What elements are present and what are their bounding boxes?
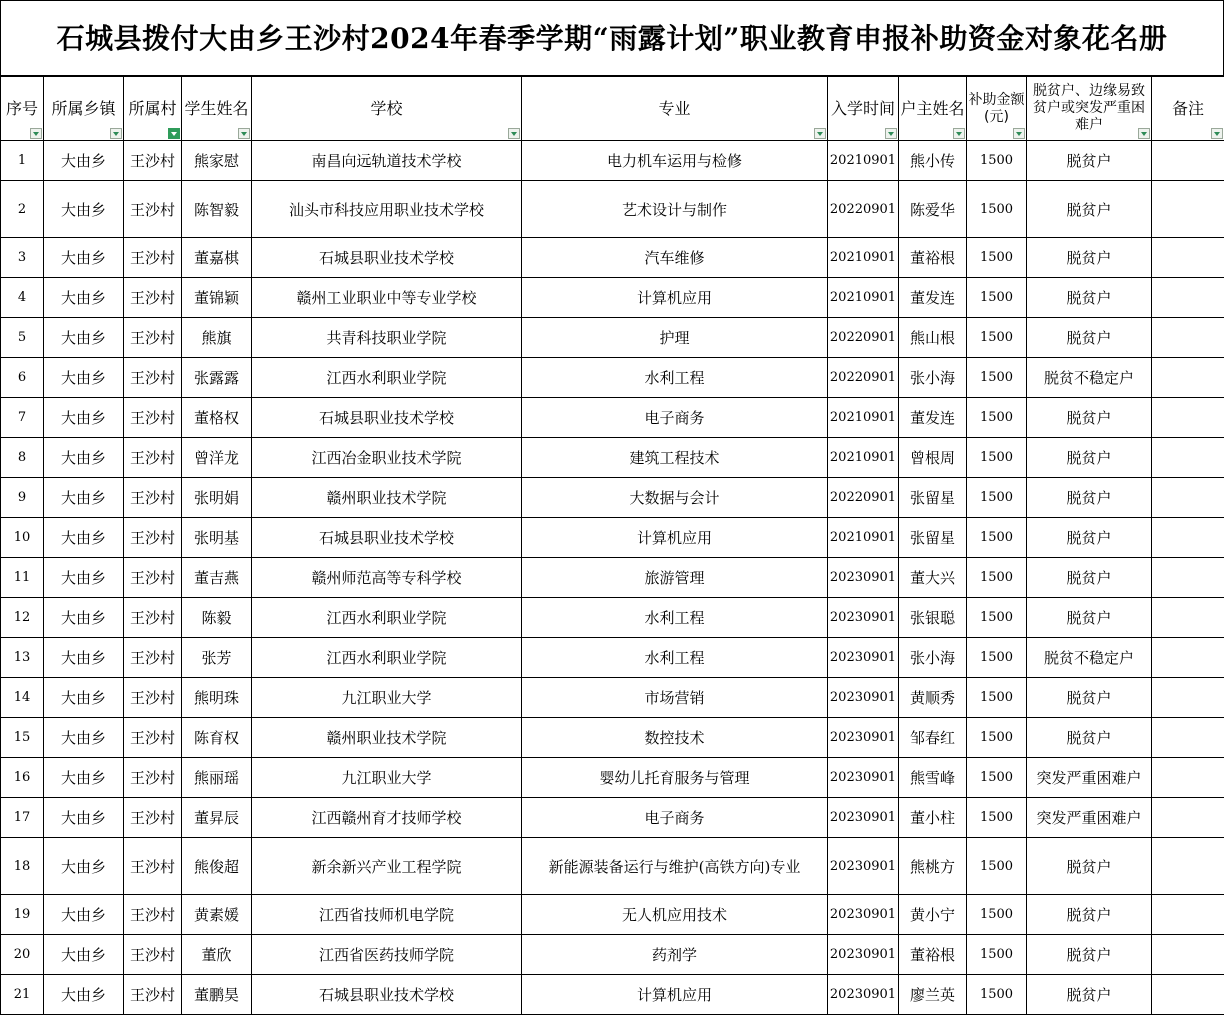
cell-remarks[interactable]: [1152, 638, 1224, 678]
cell-household-type[interactable]: 脱贫户: [1027, 278, 1152, 318]
cell-enroll-date[interactable]: 20210901: [828, 238, 899, 278]
cell-index[interactable]: 19: [1, 895, 44, 935]
page-title: 石城县拨付大由乡王沙村2024年春季学期“雨露计划”职业教育申报补助资金对象花名册: [0, 0, 1224, 76]
filter-active-icon[interactable]: [168, 128, 180, 139]
table-row: [1, 678, 1224, 718]
cell-student-name[interactable]: 曾洋龙: [182, 438, 252, 478]
cell-subsidy[interactable]: 1500: [967, 238, 1027, 278]
cell-subsidy[interactable]: 1500: [967, 398, 1027, 438]
cell-remarks[interactable]: [1152, 798, 1224, 838]
cell-index[interactable]: 7: [1, 398, 44, 438]
cell-householder[interactable]: 董发连: [899, 398, 967, 438]
cell-township[interactable]: 大由乡: [44, 975, 124, 1015]
cell-school[interactable]: 共青科技职业学院: [252, 318, 522, 358]
cell-householder[interactable]: 廖兰英: [899, 975, 967, 1015]
cell-remarks[interactable]: [1152, 358, 1224, 398]
cell-enroll-date[interactable]: 20230901: [828, 758, 899, 798]
cell-township[interactable]: 大由乡: [44, 238, 124, 278]
cell-remarks[interactable]: [1152, 278, 1224, 318]
cell-major[interactable]: 数控技术: [522, 718, 828, 758]
filter-dropdown-icon[interactable]: [238, 128, 250, 139]
cell-household-type[interactable]: 脱贫户: [1027, 558, 1152, 598]
cell-school[interactable]: 石城县职业技术学校: [252, 398, 522, 438]
cell-student-name[interactable]: 董嘉棋: [182, 238, 252, 278]
cell-major[interactable]: 药剂学: [522, 935, 828, 975]
cell-remarks[interactable]: [1152, 975, 1224, 1015]
cell-township[interactable]: 大由乡: [44, 141, 124, 181]
filter-dropdown-icon[interactable]: [885, 128, 897, 139]
cell-school[interactable]: 江西冶金职业技术学院: [252, 438, 522, 478]
cell-student-name[interactable]: 董鹏昊: [182, 975, 252, 1015]
cell-school[interactable]: 九江职业大学: [252, 758, 522, 798]
cell-major[interactable]: 旅游管理: [522, 558, 828, 598]
cell-school[interactable]: 石城县职业技术学校: [252, 518, 522, 558]
cell-subsidy[interactable]: 1500: [967, 278, 1027, 318]
cell-township[interactable]: 大由乡: [44, 798, 124, 838]
cell-school[interactable]: 江西省技师机电学院: [252, 895, 522, 935]
filter-dropdown-icon[interactable]: [30, 128, 42, 139]
cell-student-name[interactable]: 张明基: [182, 518, 252, 558]
cell-remarks[interactable]: [1152, 718, 1224, 758]
cell-index[interactable]: 4: [1, 278, 44, 318]
cell-index[interactable]: 5: [1, 318, 44, 358]
cell-index[interactable]: 21: [1, 975, 44, 1015]
cell-major[interactable]: 护理: [522, 318, 828, 358]
cell-remarks[interactable]: [1152, 518, 1224, 558]
cell-major[interactable]: 电力机车运用与检修: [522, 141, 828, 181]
header-school: 学校: [252, 77, 522, 141]
cell-village[interactable]: 王沙村: [124, 398, 182, 438]
cell-subsidy[interactable]: 1500: [967, 318, 1027, 358]
cell-household-type[interactable]: 脱贫户: [1027, 518, 1152, 558]
cell-index[interactable]: 18: [1, 838, 44, 895]
cell-subsidy[interactable]: 1500: [967, 638, 1027, 678]
cell-village[interactable]: 王沙村: [124, 935, 182, 975]
header-enroll-date: 入学时间: [828, 77, 899, 141]
cell-school[interactable]: 赣州职业技术学院: [252, 478, 522, 518]
cell-householder[interactable]: 张小海: [899, 358, 967, 398]
cell-village[interactable]: 王沙村: [124, 895, 182, 935]
cell-school[interactable]: 赣州职业技术学院: [252, 718, 522, 758]
cell-township[interactable]: 大由乡: [44, 895, 124, 935]
cell-householder[interactable]: 黄顺秀: [899, 678, 967, 718]
cell-school[interactable]: 九江职业大学: [252, 678, 522, 718]
cell-remarks[interactable]: [1152, 838, 1224, 895]
header-student-name: 学生姓名: [182, 77, 252, 141]
cell-remarks[interactable]: [1152, 141, 1224, 181]
cell-enroll-date[interactable]: 20230901: [828, 838, 899, 895]
cell-enroll-date[interactable]: 20210901: [828, 438, 899, 478]
cell-householder[interactable]: 董大兴: [899, 558, 967, 598]
cell-remarks[interactable]: [1152, 558, 1224, 598]
cell-index[interactable]: 9: [1, 478, 44, 518]
cell-student-name[interactable]: 董吉燕: [182, 558, 252, 598]
table-row: [1, 358, 1224, 398]
cell-household-type[interactable]: 脱贫户: [1027, 598, 1152, 638]
cell-householder[interactable]: 董裕根: [899, 238, 967, 278]
cell-household-type[interactable]: 脱贫户: [1027, 895, 1152, 935]
cell-remarks[interactable]: [1152, 318, 1224, 358]
table-body: [1, 141, 1224, 1015]
cell-village[interactable]: 王沙村: [124, 598, 182, 638]
cell-student-name[interactable]: 董锦颖: [182, 278, 252, 318]
table-row: [1, 935, 1224, 975]
cell-village[interactable]: 王沙村: [124, 975, 182, 1015]
cell-index[interactable]: 2: [1, 181, 44, 238]
cell-village[interactable]: 王沙村: [124, 278, 182, 318]
cell-household-type[interactable]: 脱贫户: [1027, 975, 1152, 1015]
cell-householder[interactable]: 熊雪峰: [899, 758, 967, 798]
table-row: [1, 318, 1224, 358]
cell-subsidy[interactable]: 1500: [967, 558, 1027, 598]
cell-household-type[interactable]: 脱贫不稳定户: [1027, 358, 1152, 398]
cell-householder[interactable]: 熊山根: [899, 318, 967, 358]
cell-village[interactable]: 王沙村: [124, 238, 182, 278]
cell-household-type[interactable]: 脱贫户: [1027, 238, 1152, 278]
cell-subsidy[interactable]: 1500: [967, 518, 1027, 558]
cell-remarks[interactable]: [1152, 678, 1224, 718]
cell-enroll-date[interactable]: 20230901: [828, 558, 899, 598]
cell-householder[interactable]: 熊桃方: [899, 838, 967, 895]
table-row: [1, 798, 1224, 838]
cell-major[interactable]: 市场营销: [522, 678, 828, 718]
table-row: [1, 181, 1224, 238]
cell-householder[interactable]: 邹春红: [899, 718, 967, 758]
cell-index[interactable]: 16: [1, 758, 44, 798]
cell-township[interactable]: 大由乡: [44, 935, 124, 975]
cell-household-type[interactable]: 脱贫户: [1027, 678, 1152, 718]
cell-householder[interactable]: 曾根周: [899, 438, 967, 478]
cell-student-name[interactable]: 黄素媛: [182, 895, 252, 935]
cell-householder[interactable]: 董裕根: [899, 935, 967, 975]
cell-householder[interactable]: 张留星: [899, 478, 967, 518]
cell-school[interactable]: 江西水利职业学院: [252, 598, 522, 638]
cell-village[interactable]: 王沙村: [124, 141, 182, 181]
cell-village[interactable]: 王沙村: [124, 558, 182, 598]
cell-major[interactable]: 水利工程: [522, 358, 828, 398]
cell-index[interactable]: 11: [1, 558, 44, 598]
cell-student-name[interactable]: 张露露: [182, 358, 252, 398]
cell-index[interactable]: 1: [1, 141, 44, 181]
filter-dropdown-icon[interactable]: [110, 128, 122, 139]
header-village: 所属村: [124, 77, 182, 141]
filter-dropdown-icon[interactable]: [814, 128, 826, 139]
cell-enroll-date[interactable]: 20210901: [828, 278, 899, 318]
cell-enroll-date[interactable]: 20230901: [828, 718, 899, 758]
cell-school[interactable]: 江西赣州育才技师学校: [252, 798, 522, 838]
cell-household-type[interactable]: 突发严重困难户: [1027, 798, 1152, 838]
cell-enroll-date[interactable]: 20220901: [828, 181, 899, 238]
cell-township[interactable]: 大由乡: [44, 718, 124, 758]
table-row: [1, 478, 1224, 518]
cell-village[interactable]: 王沙村: [124, 838, 182, 895]
cell-index[interactable]: 6: [1, 358, 44, 398]
cell-student-name[interactable]: 董昇辰: [182, 798, 252, 838]
cell-enroll-date[interactable]: 20230901: [828, 975, 899, 1015]
header-householder: 户主姓名: [899, 77, 967, 141]
cell-remarks[interactable]: [1152, 181, 1224, 238]
cell-student-name[interactable]: 熊家慰: [182, 141, 252, 181]
table-row: [1, 518, 1224, 558]
cell-remarks[interactable]: [1152, 895, 1224, 935]
cell-student-name[interactable]: 张芳: [182, 638, 252, 678]
cell-township[interactable]: 大由乡: [44, 598, 124, 638]
cell-village[interactable]: 王沙村: [124, 318, 182, 358]
cell-student-name[interactable]: 董欣: [182, 935, 252, 975]
cell-village[interactable]: 王沙村: [124, 181, 182, 238]
cell-index[interactable]: 17: [1, 798, 44, 838]
cell-subsidy[interactable]: 1500: [967, 758, 1027, 798]
cell-subsidy[interactable]: 1500: [967, 598, 1027, 638]
cell-village[interactable]: 王沙村: [124, 798, 182, 838]
cell-township[interactable]: 大由乡: [44, 478, 124, 518]
cell-major[interactable]: 水利工程: [522, 638, 828, 678]
cell-township[interactable]: 大由乡: [44, 438, 124, 478]
cell-enroll-date[interactable]: 20210901: [828, 398, 899, 438]
cell-major[interactable]: 汽车维修: [522, 238, 828, 278]
cell-household-type[interactable]: 脱贫户: [1027, 438, 1152, 478]
cell-remarks[interactable]: [1152, 758, 1224, 798]
table-row: [1, 895, 1224, 935]
cell-subsidy[interactable]: 1500: [967, 798, 1027, 838]
cell-subsidy[interactable]: 1500: [967, 975, 1027, 1015]
cell-remarks[interactable]: [1152, 935, 1224, 975]
cell-school[interactable]: 赣州工业职业中等专业学校: [252, 278, 522, 318]
cell-enroll-date[interactable]: 20230901: [828, 598, 899, 638]
cell-major[interactable]: 计算机应用: [522, 278, 828, 318]
cell-householder[interactable]: 黄小宁: [899, 895, 967, 935]
cell-school[interactable]: 江西水利职业学院: [252, 358, 522, 398]
cell-township[interactable]: 大由乡: [44, 638, 124, 678]
cell-enroll-date[interactable]: 20210901: [828, 141, 899, 181]
header-index: 序号: [1, 77, 44, 141]
table-row: [1, 758, 1224, 798]
cell-school[interactable]: 赣州师范高等专科学校: [252, 558, 522, 598]
cell-index[interactable]: 14: [1, 678, 44, 718]
cell-householder[interactable]: 张小海: [899, 638, 967, 678]
cell-student-name[interactable]: 董格权: [182, 398, 252, 438]
cell-subsidy[interactable]: 1500: [967, 895, 1027, 935]
cell-township[interactable]: 大由乡: [44, 678, 124, 718]
cell-village[interactable]: 王沙村: [124, 478, 182, 518]
cell-school[interactable]: 新余新兴产业工程学院: [252, 838, 522, 895]
cell-major[interactable]: 婴幼儿托育服务与管理: [522, 758, 828, 798]
cell-school[interactable]: 江西水利职业学院: [252, 638, 522, 678]
table-row: [1, 141, 1224, 181]
cell-subsidy[interactable]: 1500: [967, 438, 1027, 478]
cell-enroll-date[interactable]: 20230901: [828, 935, 899, 975]
cell-student-name[interactable]: 熊丽瑶: [182, 758, 252, 798]
cell-remarks[interactable]: [1152, 238, 1224, 278]
cell-household-type[interactable]: 脱贫户: [1027, 935, 1152, 975]
cell-student-name[interactable]: 陈毅: [182, 598, 252, 638]
filter-dropdown-icon[interactable]: [1013, 128, 1025, 139]
cell-student-name[interactable]: 陈智毅: [182, 181, 252, 238]
cell-household-type[interactable]: 脱贫户: [1027, 181, 1152, 238]
filter-dropdown-icon[interactable]: [1211, 128, 1223, 139]
cell-subsidy[interactable]: 1500: [967, 181, 1027, 238]
cell-householder[interactable]: 董小柱: [899, 798, 967, 838]
cell-enroll-date[interactable]: 20230901: [828, 798, 899, 838]
cell-major[interactable]: 电子商务: [522, 398, 828, 438]
cell-index[interactable]: 8: [1, 438, 44, 478]
cell-township[interactable]: 大由乡: [44, 398, 124, 438]
cell-remarks[interactable]: [1152, 478, 1224, 518]
cell-township[interactable]: 大由乡: [44, 318, 124, 358]
header-subsidy: 补助金额(元): [967, 77, 1027, 141]
cell-major[interactable]: 电子商务: [522, 798, 828, 838]
cell-school[interactable]: 石城县职业技术学校: [252, 975, 522, 1015]
cell-enroll-date[interactable]: 20220901: [828, 318, 899, 358]
cell-township[interactable]: 大由乡: [44, 181, 124, 238]
table-row: [1, 238, 1224, 278]
cell-subsidy[interactable]: 1500: [967, 718, 1027, 758]
filter-dropdown-icon[interactable]: [1138, 128, 1150, 139]
cell-index[interactable]: 10: [1, 518, 44, 558]
cell-subsidy[interactable]: 1500: [967, 358, 1027, 398]
table-row: [1, 718, 1224, 758]
cell-student-name[interactable]: 张明娟: [182, 478, 252, 518]
header-household-type: 脱贫户、边缘易致贫户或突发严重困难户: [1027, 77, 1152, 141]
cell-village[interactable]: 王沙村: [124, 718, 182, 758]
cell-household-type[interactable]: 脱贫户: [1027, 141, 1152, 181]
cell-major[interactable]: 大数据与会计: [522, 478, 828, 518]
cell-enroll-date[interactable]: 20230901: [828, 678, 899, 718]
cell-householder[interactable]: 张银聪: [899, 598, 967, 638]
cell-subsidy[interactable]: 1500: [967, 838, 1027, 895]
cell-student-name[interactable]: 陈育权: [182, 718, 252, 758]
header-township: 所属乡镇: [44, 77, 124, 141]
header-major: 专业: [522, 77, 828, 141]
cell-township[interactable]: 大由乡: [44, 358, 124, 398]
table-row: [1, 638, 1224, 678]
cell-major[interactable]: 计算机应用: [522, 518, 828, 558]
cell-major[interactable]: 新能源装备运行与维护(高铁方向)专业: [522, 838, 828, 895]
cell-township[interactable]: 大由乡: [44, 278, 124, 318]
cell-enroll-date[interactable]: 20220901: [828, 478, 899, 518]
table-row: [1, 975, 1224, 1015]
cell-index[interactable]: 13: [1, 638, 44, 678]
table-row: [1, 278, 1224, 318]
cell-householder[interactable]: 董发连: [899, 278, 967, 318]
cell-index[interactable]: 12: [1, 598, 44, 638]
cell-householder[interactable]: 张留星: [899, 518, 967, 558]
cell-student-name[interactable]: 熊旗: [182, 318, 252, 358]
cell-school[interactable]: 汕头市科技应用职业技术学校: [252, 181, 522, 238]
cell-village[interactable]: 王沙村: [124, 638, 182, 678]
filter-dropdown-icon[interactable]: [508, 128, 520, 139]
cell-remarks[interactable]: [1152, 398, 1224, 438]
cell-enroll-date[interactable]: 20230901: [828, 895, 899, 935]
table-row: [1, 398, 1224, 438]
cell-index[interactable]: 20: [1, 935, 44, 975]
cell-student-name[interactable]: 熊明珠: [182, 678, 252, 718]
cell-householder[interactable]: 陈爱华: [899, 181, 967, 238]
cell-household-type[interactable]: 突发严重困难户: [1027, 758, 1152, 798]
cell-household-type[interactable]: 脱贫户: [1027, 398, 1152, 438]
cell-village[interactable]: 王沙村: [124, 758, 182, 798]
cell-remarks[interactable]: [1152, 438, 1224, 478]
cell-village[interactable]: 王沙村: [124, 358, 182, 398]
cell-major[interactable]: 建筑工程技术: [522, 438, 828, 478]
cell-subsidy[interactable]: 1500: [967, 678, 1027, 718]
cell-household-type[interactable]: 脱贫户: [1027, 318, 1152, 358]
cell-major[interactable]: 无人机应用技术: [522, 895, 828, 935]
cell-school[interactable]: 南昌向远轨道技术学校: [252, 141, 522, 181]
cell-village[interactable]: 王沙村: [124, 518, 182, 558]
cell-subsidy[interactable]: 1500: [967, 478, 1027, 518]
cell-major[interactable]: 水利工程: [522, 598, 828, 638]
cell-major[interactable]: 艺术设计与制作: [522, 181, 828, 238]
cell-household-type[interactable]: 脱贫户: [1027, 478, 1152, 518]
cell-school[interactable]: 石城县职业技术学校: [252, 238, 522, 278]
cell-student-name[interactable]: 熊俊超: [182, 838, 252, 895]
table-row: [1, 558, 1224, 598]
cell-school[interactable]: 江西省医药技师学院: [252, 935, 522, 975]
cell-village[interactable]: 王沙村: [124, 438, 182, 478]
header-remarks: 备注: [1152, 77, 1224, 141]
cell-household-type[interactable]: 脱贫户: [1027, 718, 1152, 758]
cell-enroll-date[interactable]: 20230901: [828, 638, 899, 678]
cell-index[interactable]: 15: [1, 718, 44, 758]
filter-dropdown-icon[interactable]: [953, 128, 965, 139]
roster-table: [0, 76, 1224, 1015]
cell-township[interactable]: 大由乡: [44, 558, 124, 598]
table-row: [1, 838, 1224, 895]
cell-subsidy[interactable]: 1500: [967, 935, 1027, 975]
cell-township[interactable]: 大由乡: [44, 838, 124, 895]
table-row: [1, 438, 1224, 478]
cell-major[interactable]: 计算机应用: [522, 975, 828, 1015]
cell-village[interactable]: 王沙村: [124, 678, 182, 718]
cell-household-type[interactable]: 脱贫户: [1027, 838, 1152, 895]
cell-township[interactable]: 大由乡: [44, 758, 124, 798]
table-row: [1, 598, 1224, 638]
cell-township[interactable]: 大由乡: [44, 518, 124, 558]
cell-remarks[interactable]: [1152, 598, 1224, 638]
cell-household-type[interactable]: 脱贫不稳定户: [1027, 638, 1152, 678]
cell-index[interactable]: 3: [1, 238, 44, 278]
cell-enroll-date[interactable]: 20220901: [828, 358, 899, 398]
cell-subsidy[interactable]: 1500: [967, 141, 1027, 181]
cell-enroll-date[interactable]: 20210901: [828, 518, 899, 558]
header-row: [1, 77, 1224, 141]
cell-householder[interactable]: 熊小传: [899, 141, 967, 181]
